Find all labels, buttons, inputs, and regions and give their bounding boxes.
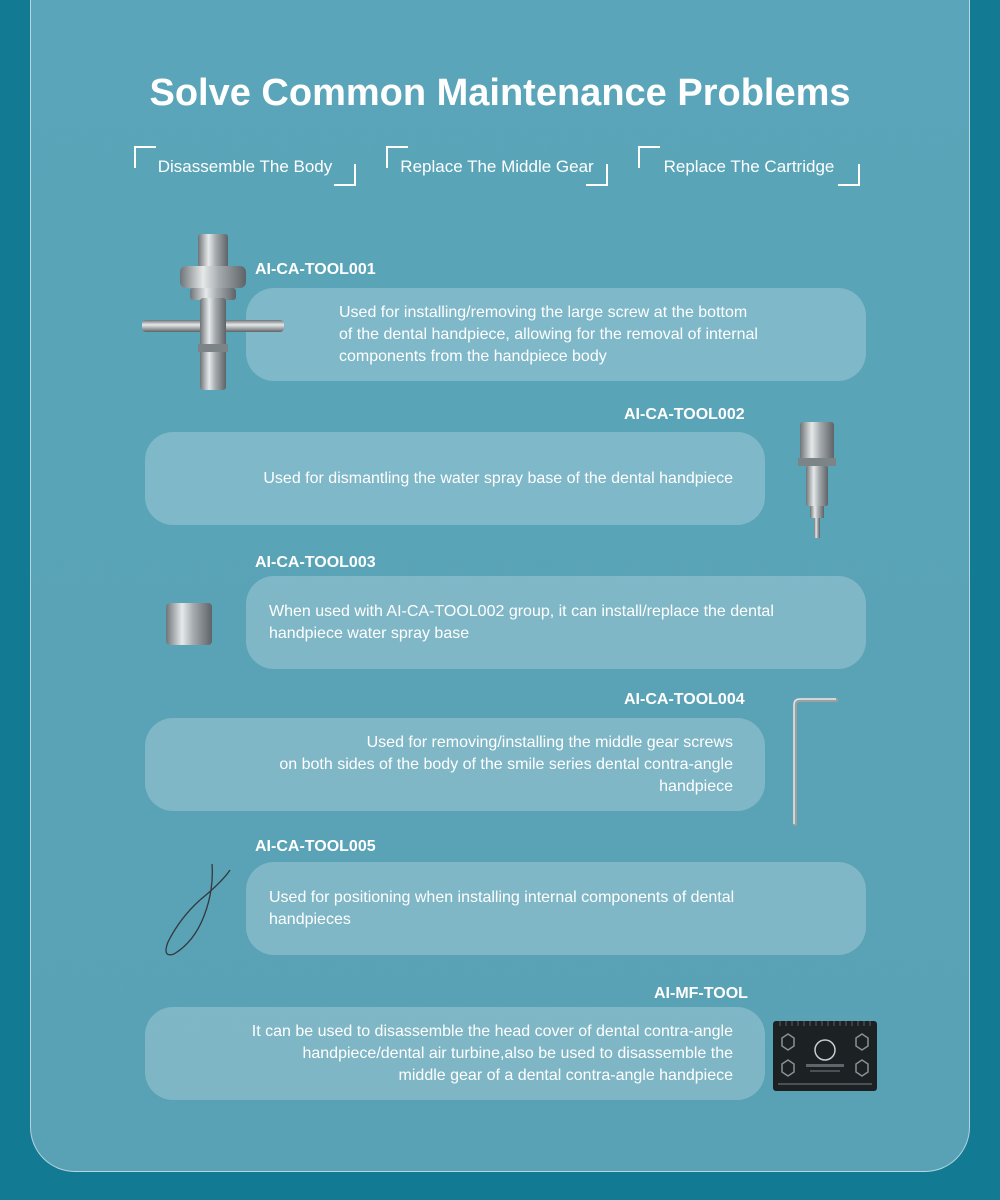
wire-loop-icon (160, 860, 240, 960)
tab-replace-middle-gear[interactable] (386, 146, 608, 186)
tool-description (246, 288, 866, 381)
tool-description (246, 576, 866, 669)
tool-description-text: Used for positioning when installing internal components of dental handpieces (269, 888, 735, 928)
tab-label: Replace The Middle Gear (400, 157, 594, 176)
tool-code: AI-MF-TOOL (654, 985, 748, 1002)
page-title: Solve Common Maintenance Problems (149, 72, 851, 114)
tool-code: AI-CA-TOOL002 (624, 406, 745, 423)
tool-code: AI-CA-TOOL001 (255, 261, 376, 278)
topic-tabs (0, 146, 1000, 188)
tool-description-text: Used for dismantling the water spray base of the dental handpiece (263, 469, 733, 487)
tool-description-text: Used for removing/installing the middle gear screws on both sides of the body of the smile series dental contra-angle handpiece (279, 733, 733, 795)
tab-label: Replace The Cartridge (663, 157, 835, 176)
tool-description (145, 1007, 765, 1100)
hex-key-icon (790, 696, 842, 828)
sleeve-icon (165, 602, 213, 646)
spindle-tool-icon (796, 420, 838, 540)
tool-description-text: Used for installing/removing the large screw at the bottom of the dental handpiece, allowing for the removal of internal components from the handpiece body (339, 303, 758, 365)
tool-description-text: It can be used to disassemble the head cover of dental contra-angle handpiece/dental air turbine,also be used to disassemble the middle gear of a dental contra-angle handpiece (251, 1022, 733, 1084)
tab-label: Disassemble The Body (157, 157, 333, 176)
tool-description (145, 432, 765, 525)
tab-disassemble-body[interactable] (134, 146, 356, 186)
tool-code: AI-CA-TOOL004 (624, 691, 745, 708)
tool-description (145, 718, 765, 811)
cross-wrench-icon (140, 232, 286, 396)
tool-description (246, 862, 866, 955)
tool-code: AI-CA-TOOL003 (255, 554, 376, 571)
tool-description-text: When used with AI-CA-TOOL002 group, it can install/replace the dental handpiece water spray base (269, 602, 774, 642)
multi-tool-card-icon (772, 1020, 878, 1092)
tool-code: AI-CA-TOOL005 (255, 838, 376, 855)
tab-replace-cartridge[interactable] (638, 146, 860, 186)
